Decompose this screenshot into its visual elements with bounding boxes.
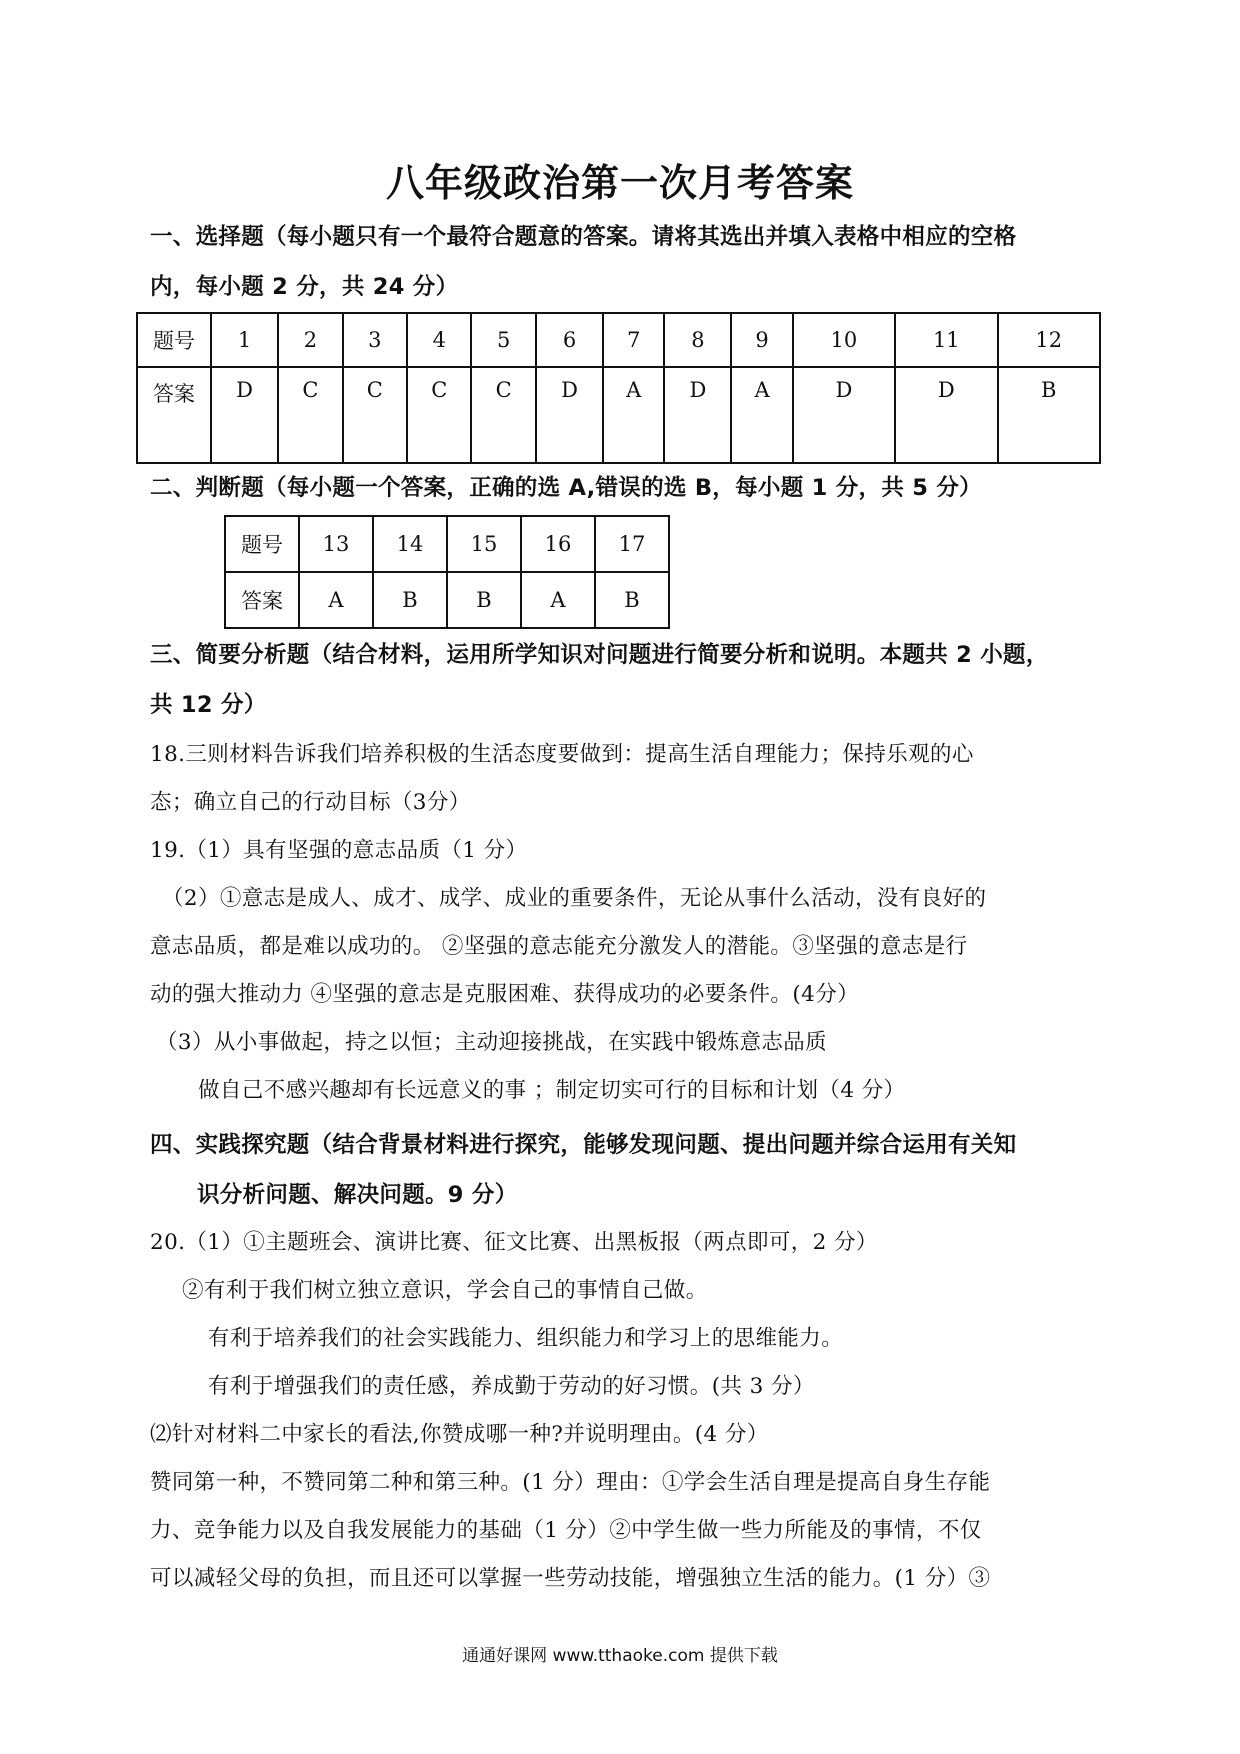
question-number-cell: 6 — [536, 313, 603, 367]
section2-heading: 二、判断题（每小题一个答案，正确的选 A,错误的选 B，每小题 1 分，共 5 分） — [150, 475, 982, 501]
section3-heading-line2: 共 12 分） — [150, 692, 267, 718]
answer-cell: B — [447, 572, 521, 628]
question-number-cell: 12 — [998, 313, 1100, 367]
row-label-answer: 答案 — [137, 367, 211, 463]
section3-heading-line1: 三、简要分析题（结合材料，运用所学知识对问题进行简要分析和说明。本题共 2 小题， — [150, 642, 1049, 668]
answer-line: （3）从小事做起，持之以恒；主动迎接挑战，在实践中锻炼意志品质 — [156, 1030, 828, 1055]
question-number-cell: 1 — [211, 313, 278, 367]
answer-cell: C — [471, 367, 535, 463]
page-title: 八年级政治第一次月考答案 — [385, 161, 854, 205]
question-number-cell: 8 — [664, 313, 731, 367]
answer-cell: D — [793, 367, 895, 463]
section1-heading-line2: 内，每小题 2 分，共 24 分） — [150, 274, 459, 300]
question-number-cell: 14 — [373, 516, 447, 572]
answer-cell: D — [664, 367, 731, 463]
table-row-questions — [225, 516, 669, 572]
answer-cell: B — [595, 572, 669, 628]
question-number-cell: 4 — [407, 313, 471, 367]
answer-cell: A — [299, 572, 373, 628]
answer-cell: A — [731, 367, 792, 463]
answer-line: 20.（1）①主题班会、演讲比赛、征文比赛、出黑板报（两点即可，2 分） — [150, 1230, 878, 1255]
answer-line: 可以减轻父母的负担，而且还可以掌握一些劳动技能，增强独立生活的能力。(1 分）③ — [150, 1566, 991, 1591]
row-label-question: 题号 — [137, 313, 211, 367]
answer-cell: C — [407, 367, 471, 463]
question-number-cell: 11 — [895, 313, 997, 367]
answer-line: 力、竞争能力以及自我发展能力的基础（1 分）②中学生做一些力所能及的事情，不仅 — [150, 1518, 982, 1543]
choice-answer-table — [136, 312, 1101, 464]
answer-cell: D — [536, 367, 603, 463]
answer-cell: D — [895, 367, 997, 463]
answer-cell: D — [211, 367, 278, 463]
answer-line: 动的强大推动力 ④坚强的意志是克服困难、获得成功的必要条件。(4分） — [150, 982, 860, 1007]
answer-line: 有利于增强我们的责任感，养成勤于劳动的好习惯。(共 3 分） — [208, 1374, 815, 1399]
question-number-cell: 7 — [603, 313, 664, 367]
row-label-question: 题号 — [225, 516, 299, 572]
answer-cell: A — [603, 367, 664, 463]
answer-line: 态；确立自己的行动目标（3分） — [150, 790, 471, 815]
question-number-cell: 5 — [471, 313, 535, 367]
answer-line: 有利于培养我们的社会实践能力、组织能力和学习上的思维能力。 — [208, 1326, 844, 1351]
question-number-cell: 3 — [343, 313, 407, 367]
question-number-cell: 13 — [299, 516, 373, 572]
answer-cell: A — [521, 572, 595, 628]
answer-line: ⑵针对材料二中家长的看法,你赞成哪一种?并说明理由。(4 分） — [150, 1422, 769, 1447]
answer-line: 赞同第一种，不赞同第二种和第三种。(1 分）理由：①学会生活自理是提高自身生存能 — [150, 1470, 991, 1495]
question-number-cell: 17 — [595, 516, 669, 572]
answer-line: ②有利于我们树立独立意识，学会自己的事情自己做。 — [182, 1278, 708, 1303]
section4-heading-line1: 四、实践探究题（结合背景材料进行探究，能够发现问题、提出问题并综合运用有关知 — [150, 1132, 1017, 1158]
answer-line: 18.三则材料告诉我们培养积极的生活态度要做到：提高生活自理能力；保持乐观的心 — [150, 742, 974, 767]
table-row-answers — [137, 367, 1100, 463]
section1-heading-line1: 一、选择题（每小题只有一个最符合题意的答案。请将其选出并填入表格中相应的空格 — [150, 224, 1017, 250]
answer-cell: C — [343, 367, 407, 463]
answer-line: 19.（1）具有坚强的意志品质（1 分） — [150, 838, 528, 863]
question-number-cell: 9 — [731, 313, 792, 367]
question-number-cell: 2 — [278, 313, 342, 367]
page-footer: 通通好课网 www.tthaoke.com 提供下载 — [462, 1646, 778, 1666]
answer-line: 意志品质，都是难以成功的。 ②坚强的意志能充分激发人的潜能。③坚强的意志是行 — [150, 934, 968, 959]
table-row-answers — [225, 572, 669, 628]
question-number-cell: 15 — [447, 516, 521, 572]
answer-cell: B — [998, 367, 1100, 463]
judgment-answer-table — [224, 515, 670, 629]
answer-line: （2）①意志是成人、成才、成学、成业的重要条件，无论从事什么活动，没有良好的 — [162, 886, 987, 911]
question-number-cell: 10 — [793, 313, 895, 367]
question-number-cell: 16 — [521, 516, 595, 572]
answer-line: 做自己不感兴趣却有长远意义的事 ；制定切实可行的目标和计划（4 分） — [198, 1078, 906, 1103]
table-row-questions — [137, 313, 1100, 367]
row-label-answer: 答案 — [225, 572, 299, 628]
answer-cell: B — [373, 572, 447, 628]
answer-cell: C — [278, 367, 342, 463]
section4-heading-line2: 识分析问题、解决问题。9 分） — [197, 1182, 518, 1208]
